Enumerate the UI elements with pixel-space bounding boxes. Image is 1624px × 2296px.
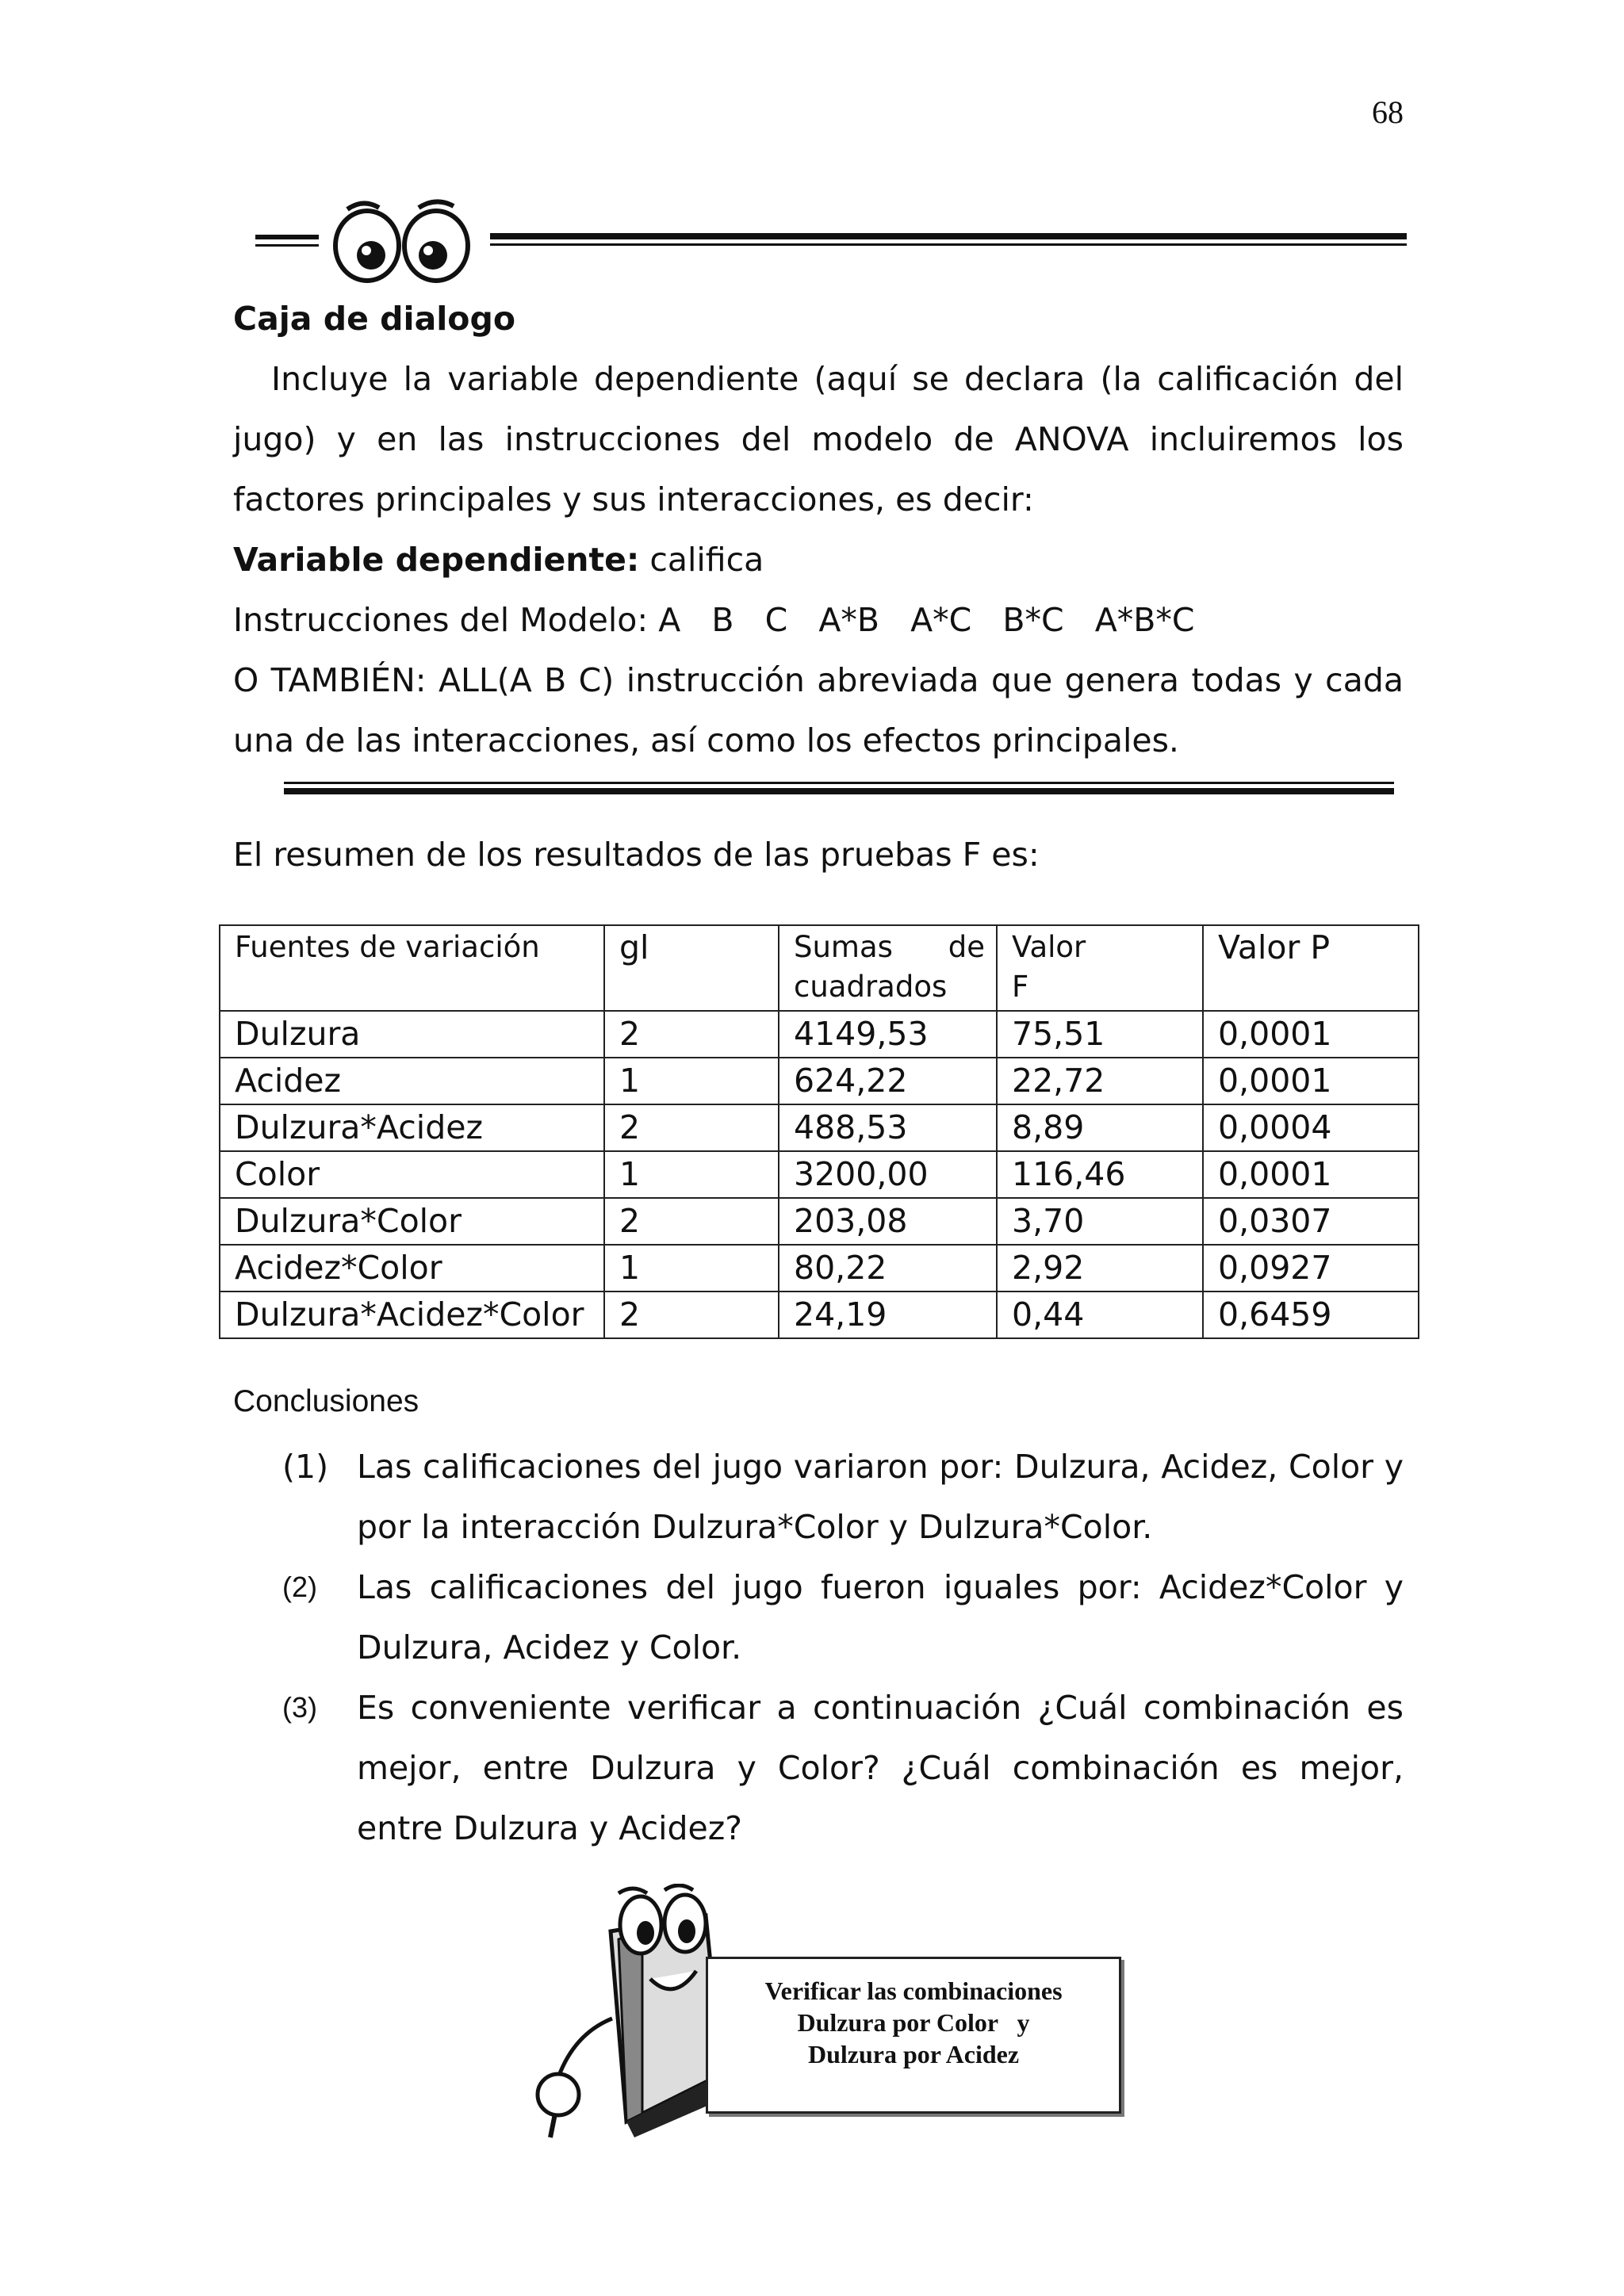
table-cell: 0,44 xyxy=(997,1292,1203,1338)
page-number: 68 xyxy=(1372,94,1404,130)
table-cell: 2 xyxy=(604,1198,779,1245)
alt-instructions: O TAMBIÉN: ALL(A B C) instrucción abreviada que genera todas y cada una de las interacciones, así como los efectos principales. xyxy=(233,661,1404,760)
table-cell: 24,19 xyxy=(779,1292,997,1338)
header-cell: Sumas de cuadrados xyxy=(779,925,997,1011)
table-cell: 0,0001 xyxy=(1203,1058,1419,1104)
table-header-row xyxy=(220,925,1419,1011)
dependent-variable-line xyxy=(233,530,764,590)
table-cell: Acidez xyxy=(220,1058,604,1104)
conclusion-number: (2) xyxy=(282,1571,317,1603)
table-cell: 2 xyxy=(604,1292,779,1338)
header-cell: Valor F xyxy=(997,925,1203,1011)
table-cell: 4149,53 xyxy=(779,1011,997,1058)
table-row xyxy=(220,1198,1419,1245)
table-cell: 0,0001 xyxy=(1203,1011,1419,1058)
table-cell: Dulzura*Acidez*Color xyxy=(220,1292,604,1338)
table-cell: 1 xyxy=(604,1245,779,1292)
table-cell: 22,72 xyxy=(997,1058,1203,1104)
dialog-title: Caja de dialogo xyxy=(233,300,515,338)
table-cell: 0,0307 xyxy=(1203,1198,1419,1245)
section-divider xyxy=(284,780,1394,799)
table-cell: 203,08 xyxy=(779,1198,997,1245)
conclusion-number: (3) xyxy=(282,1691,317,1724)
callout-line: Verificar las combinaciones xyxy=(764,1976,1063,2005)
conclusion-number: (1) xyxy=(282,1448,329,1486)
anova-table xyxy=(219,924,1419,1339)
summary-intro: El resumen de los resultados de las pruebas F es: xyxy=(233,836,1040,874)
dialog-intro: Incluye la variable dependiente (aquí se declara (la calificación del jugo) y en las instrucciones del modelo de ANOVA incluiremos los factores principales y sus interacciones, es decir: xyxy=(233,360,1404,519)
table-cell: 8,89 xyxy=(997,1104,1203,1151)
table-cell: 2 xyxy=(604,1011,779,1058)
table-row xyxy=(220,1058,1419,1104)
table-cell: 2,92 xyxy=(997,1245,1203,1292)
model-instructions: Instrucciones del Modelo: A B C A*B A*C B*C A*B*C xyxy=(233,601,1195,639)
dependent-label: Variable dependiente: xyxy=(233,541,640,579)
conclusions-title: Conclusiones xyxy=(233,1384,419,1418)
table-cell: 0,0001 xyxy=(1203,1151,1419,1198)
header-cell: Valor P xyxy=(1203,925,1419,1011)
table-row xyxy=(220,1151,1419,1198)
table-cell: 0,6459 xyxy=(1203,1292,1419,1338)
table-cell: 0,0004 xyxy=(1203,1104,1419,1151)
eyes-separator-icon xyxy=(252,195,1410,290)
table-cell: 3200,00 xyxy=(779,1151,997,1198)
table-cell: 0,0927 xyxy=(1203,1245,1419,1292)
table-cell: 624,22 xyxy=(779,1058,997,1104)
table-cell: Dulzura xyxy=(220,1011,604,1058)
table-row xyxy=(220,1245,1419,1292)
table-cell: 75,51 xyxy=(997,1011,1203,1058)
table-cell: 80,22 xyxy=(779,1245,997,1292)
table-cell: 116,46 xyxy=(997,1151,1203,1198)
callout-line: Dulzura por Acidez xyxy=(807,2040,1020,2068)
table-cell: 3,70 xyxy=(997,1198,1203,1245)
header-cell: Fuentes de variación xyxy=(220,925,604,1011)
table-cell: Dulzura*Color xyxy=(220,1198,604,1245)
table-cell: Acidez*Color xyxy=(220,1245,604,1292)
table-cell: 1 xyxy=(604,1058,779,1104)
conclusion-text: Las calificaciones del jugo variaron por: Dulzura, Acidez, Color y por la interacción Dulzura*Color y Dulzura*Color. xyxy=(357,1448,1404,1546)
conclusion-text: Es conveniente verificar a continuación ¿Cuál combinación es mejor, entre Dulzura y Color? ¿Cuál combinación es mejor, entre Dulzura y Acidez? xyxy=(357,1689,1404,1847)
callout-line: Dulzura por Color y xyxy=(797,2008,1030,2037)
header-cell: gl xyxy=(604,925,779,1011)
callout-box xyxy=(706,1957,1121,2114)
dependent-value: califica xyxy=(649,541,764,579)
table-cell: Color xyxy=(220,1151,604,1198)
table-cell: 2 xyxy=(604,1104,779,1151)
table-cell: Dulzura*Acidez xyxy=(220,1104,604,1151)
table-row xyxy=(220,1292,1419,1338)
table-cell: 1 xyxy=(604,1151,779,1198)
conclusion-text: Las calificaciones del jugo fueron iguales por: Acidez*Color y Dulzura, Acidez y Color. xyxy=(357,1568,1404,1667)
table-cell: 488,53 xyxy=(779,1104,997,1151)
table-row xyxy=(220,1104,1419,1151)
table-row xyxy=(220,1011,1419,1058)
